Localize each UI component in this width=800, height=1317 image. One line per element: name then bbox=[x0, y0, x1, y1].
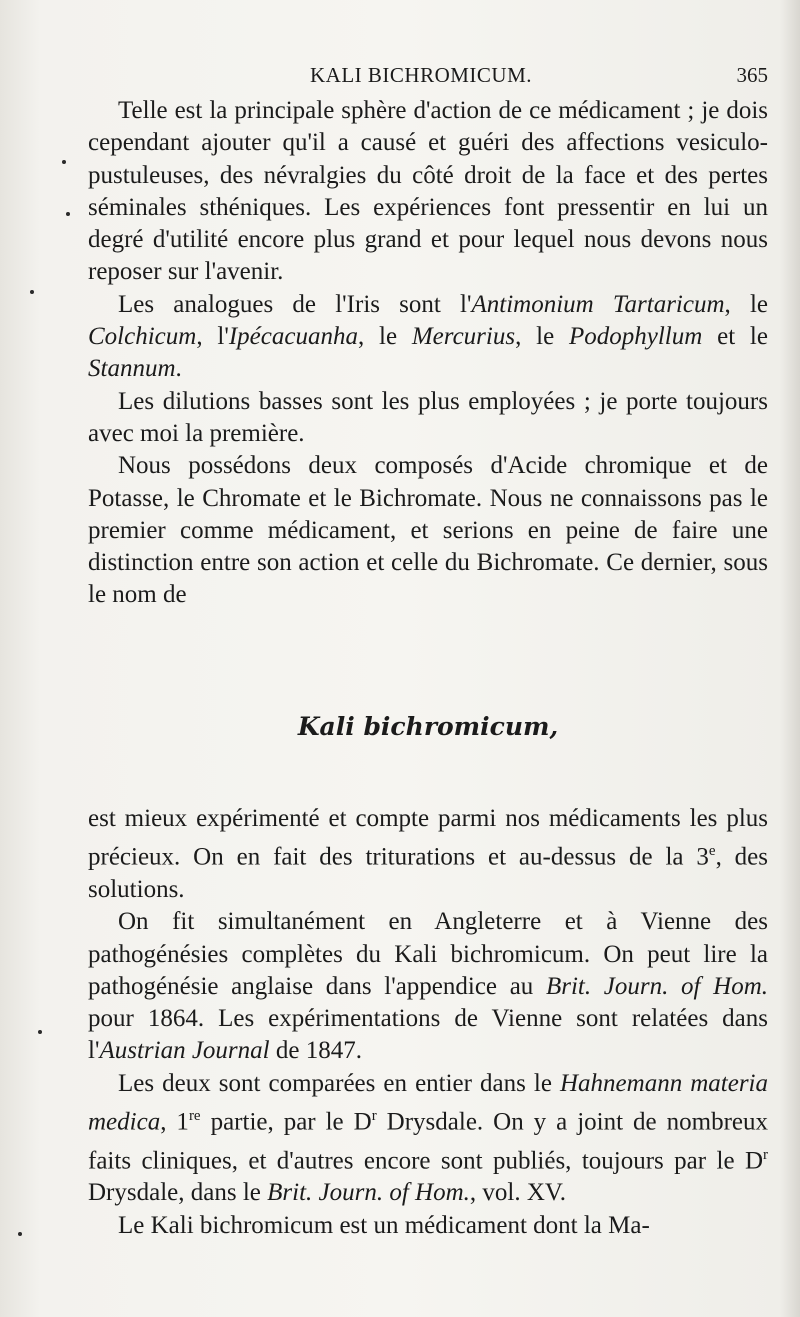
italic-text: Colchicum bbox=[88, 323, 197, 351]
paragraph bbox=[88, 95, 768, 289]
text-run: partie, par le D bbox=[200, 1108, 372, 1136]
text-run: , le bbox=[724, 290, 768, 318]
text-run: , l' bbox=[196, 323, 229, 351]
superscript: e bbox=[708, 843, 716, 860]
text-run: Les analogues de l'Iris sont l' bbox=[118, 290, 472, 318]
running-title: KALI BICHROMICUM. bbox=[310, 63, 533, 87]
superscript: r bbox=[371, 1108, 377, 1124]
paragraph bbox=[88, 289, 768, 386]
italic-text: Stannum bbox=[88, 355, 176, 383]
section-heading: Kali bichromicum, bbox=[297, 712, 559, 741]
running-header bbox=[88, 63, 768, 93]
text-run: Telle est la principale sphère d'action de ce médicament ; je dois cependant ajouter qu'il a causé et guéri des affections vesiculo-pustuleuses, des névralgies du côté droit de la face et des pertes séminales sthéniques. Les expériences font pressentir en lui un degré d'utilité encore plus grand et pour lequel nous devons nous reposer sur l'avenir. bbox=[88, 97, 768, 286]
text-run: est mieux expérimenté et compte parmi nos médicaments les plus précieux. On en fait des triturations et au-dessus de la 3 bbox=[88, 805, 768, 871]
italic-text: Brit. Journ. of Hom. bbox=[267, 1179, 470, 1207]
italic-text: Hahnemann materia medica bbox=[88, 1069, 769, 1136]
text-run: , le bbox=[515, 323, 569, 351]
page-number: 365 bbox=[736, 63, 768, 87]
body-text-bottom bbox=[88, 803, 768, 1242]
text-run: Les deux sont comparées en entier dans le bbox=[118, 1069, 560, 1097]
text-run: . bbox=[175, 355, 182, 383]
italic-text: Podophyllum bbox=[568, 323, 703, 351]
text-run: Nous possédons deux composés d'Acide chromique et de Potasse, le Chromate et le Bichromate. Nous ne connaissons pas le premier comme médicament, et serions en peine de faire une distinction entre son action et celle du Bichromate. Ce dernier, sous le nom de bbox=[88, 452, 768, 609]
paragraph bbox=[88, 1210, 768, 1242]
text-run: , des solutions. bbox=[88, 843, 769, 903]
italic-text: Brit. Journ. of Hom. bbox=[545, 972, 768, 1000]
paragraph bbox=[88, 906, 768, 1067]
paragraph bbox=[88, 803, 768, 906]
superscript: r bbox=[763, 1146, 768, 1163]
italic-text: Mercurius bbox=[411, 323, 516, 351]
text-run: Drysdale, dans le bbox=[88, 1179, 268, 1207]
text-run: , le bbox=[357, 323, 412, 351]
text-run: Les dilutions basses sont les plus employées ; je porte toujours avec moi la première. bbox=[88, 387, 768, 447]
text-run: Le Kali bichromicum est un médicament dont la Ma- bbox=[118, 1211, 650, 1239]
body-text-top bbox=[88, 95, 768, 612]
italic-text: Austrian Journal bbox=[99, 1037, 270, 1065]
superscript: re bbox=[188, 1108, 201, 1124]
text-run: et le bbox=[702, 323, 768, 351]
italic-text: Antimonium Tartaricum bbox=[471, 290, 725, 318]
paragraph bbox=[88, 1068, 768, 1210]
text-run: pour 1864. Les expérimentations de Vienne sont relatées dans l' bbox=[88, 1005, 768, 1065]
paragraph bbox=[88, 450, 768, 611]
text-run: , vol. XV. bbox=[469, 1179, 566, 1207]
text-run: On fit simultanément en Angleterre et à Vienne des pathogénésies complètes du Kali bichromicum. On peut lire la pathogénésie anglaise dans l'appendice au bbox=[88, 908, 768, 1000]
paragraph bbox=[88, 386, 768, 451]
text-run: , 1 bbox=[160, 1108, 189, 1136]
text-run: Drysdale. On y a joint de nombreux faits cliniques, et d'autres encore sont publiés, toujours par le D bbox=[88, 1108, 768, 1174]
italic-text: Ipécacuanha bbox=[228, 323, 358, 351]
text-run: de 1847. bbox=[269, 1037, 362, 1065]
